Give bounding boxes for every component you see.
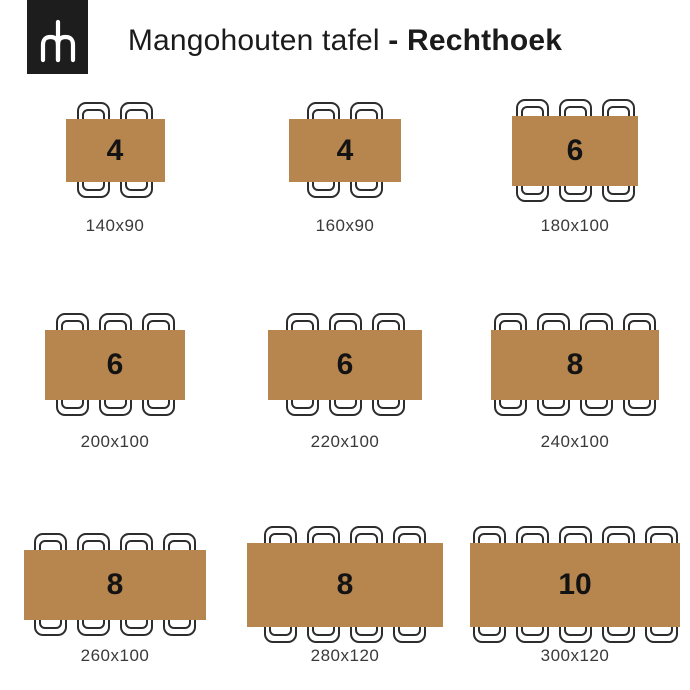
table-top-surface	[24, 550, 206, 620]
table-top-surface	[470, 543, 680, 627]
size-label: 160x90	[315, 216, 375, 235]
size-option-cell	[230, 94, 460, 254]
table-size-diagram	[66, 102, 165, 198]
table-top-surface	[66, 119, 165, 182]
table-size-diagram	[45, 313, 185, 416]
size-option-cell	[0, 94, 230, 254]
table-size-diagram	[24, 533, 206, 636]
table-size-diagram	[268, 313, 422, 416]
table-top-surface	[268, 330, 422, 400]
page-title-bold: - Rechthoek	[388, 24, 563, 57]
table-size-diagram	[470, 526, 680, 643]
size-label: 200x100	[80, 432, 150, 451]
size-option-cell	[230, 520, 460, 680]
table-top-surface	[289, 119, 401, 182]
size-label: 240x100	[540, 432, 610, 451]
table-size-diagram	[491, 313, 659, 416]
table-top-surface	[247, 543, 443, 627]
table-top-surface	[45, 330, 185, 400]
table-size-diagram	[247, 526, 443, 643]
table-top-surface	[512, 116, 638, 186]
table-size-diagram	[289, 102, 401, 198]
size-option-cell	[460, 94, 690, 254]
seat-count: 6	[566, 133, 584, 167]
page-title-regular: Mangohouten tafel	[127, 24, 389, 57]
table-size-diagram	[512, 99, 638, 202]
seat-count: 4	[106, 133, 124, 167]
seat-count: 8	[106, 567, 124, 601]
seat-count: 10	[558, 567, 592, 601]
size-label: 300x120	[540, 646, 610, 665]
size-option-cell	[0, 308, 230, 468]
page-title	[0, 24, 690, 58]
size-option-cell	[460, 520, 690, 680]
diagram-row-3	[0, 520, 690, 680]
table-top-surface	[491, 330, 659, 400]
seat-count: 4	[336, 133, 354, 167]
seat-count: 6	[336, 347, 354, 381]
size-label: 280x120	[310, 646, 380, 665]
size-label: 180x100	[540, 216, 610, 235]
seat-count: 8	[566, 347, 584, 381]
size-option-cell	[230, 308, 460, 468]
diagram-row-1	[0, 94, 690, 254]
size-option-cell	[0, 520, 230, 680]
seat-count: 8	[336, 567, 354, 601]
size-option-cell	[460, 308, 690, 468]
diagram-row-2	[0, 308, 690, 468]
size-label: 220x100	[310, 432, 380, 451]
seat-count: 6	[106, 347, 124, 381]
size-label: 260x100	[80, 646, 150, 665]
size-label: 140x90	[85, 216, 145, 235]
